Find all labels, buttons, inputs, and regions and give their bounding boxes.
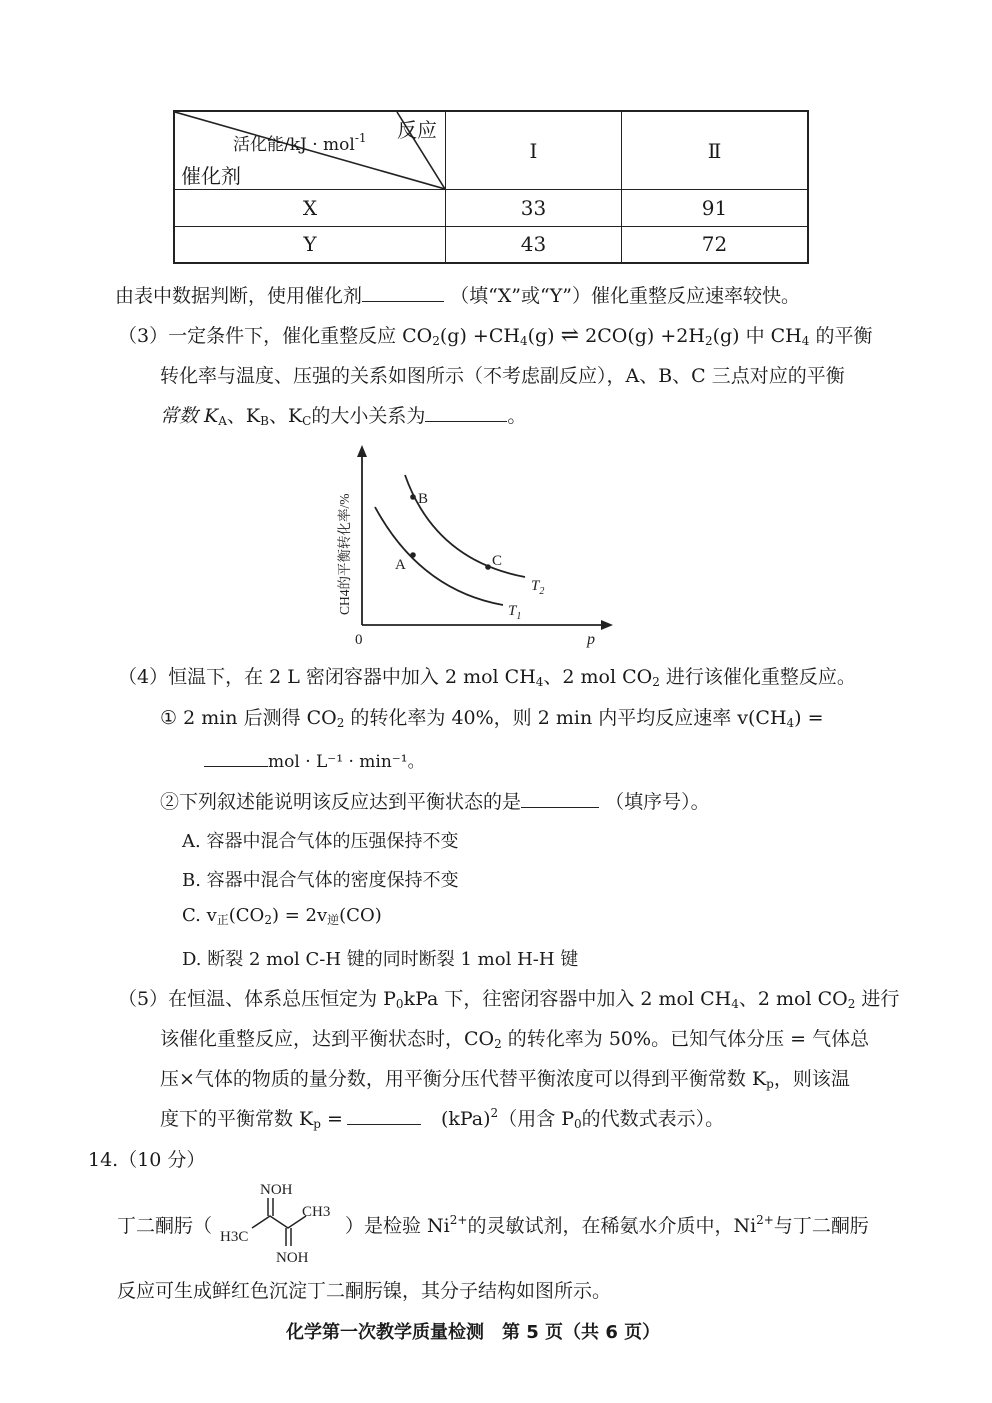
table-cell-catalyst: Y [174,227,446,263]
q5-line3: 压×气体的物质的量分数，用平衡分压代替平衡浓度可以得到平衡常数 Kp，则该温 [160,1068,850,1091]
carbon-chain [252,1216,306,1228]
q14-line1-start: 丁二酮肟（ [117,1215,213,1237]
table-cell-value: 33 [446,190,622,227]
q2-text-before: 由表中数据判断，使用催化剂 [115,285,363,307]
answer-blank[interactable] [425,403,507,422]
page-footer: 化学第一次教学质量检测 第 5 页（共 6 页） [286,1322,661,1343]
table-cell-value: 91 [622,190,809,227]
point-label-b: B [418,491,429,507]
q4-sub2: ②下列叙述能说明该反应达到平衡状态的是 （填序号）。 [160,791,710,813]
h3c-left-label: H3C [220,1229,249,1245]
q2-fill-line [115,281,800,308]
option-a: A. 容器中混合气体的压强保持不变 [182,831,459,852]
origin-label: 0 [355,632,363,648]
curve-t1 [375,507,503,605]
activation-energy-table [173,110,809,264]
point-label-a: A [395,557,406,573]
option-b: B. 容器中混合气体的密度保持不变 [182,870,459,891]
point-label-c: C [492,553,503,569]
table-row [174,227,808,263]
x-axis-label: p [587,631,595,648]
table-cell-value: 72 [622,227,809,263]
header-catalyst-label: 催化剂 [181,164,241,188]
x-axis-arrow-icon [601,620,613,630]
q2-text-after: （填“X”或“Y”）催化重整反应速率较快。 [450,285,800,307]
header-reaction-2: Ⅱ [622,111,809,190]
header-reaction-1: Ⅰ [446,111,622,190]
curve-label-t1: $T_1$ [508,603,522,622]
q4-sub1-line1: ① 2 min 后测得 CO2 的转化率为 40%，则 2 min 内平均反应速率 v(CH4) = [160,707,824,730]
dimethylglyoxime-structure [210,1176,345,1266]
point-b [410,494,416,500]
option-d: D. 断裂 2 mol C-H 键的同时断裂 1 mol H-H 键 [182,949,579,970]
table-header-diagonal-cell [174,111,446,190]
q3-line1: （3）一定条件下，催化重整反应 CO2(g) +CH4(g) ⇌ 2CO(g) +2H2(g) 中 CH4 的平衡 [118,323,873,348]
q3-line2: 转化率与温度、压强的关系如图所示（不考虑副反应），A、B、C 三点对应的平衡 [160,365,845,387]
answer-blank[interactable] [347,1106,421,1125]
answer-blank[interactable] [521,789,599,808]
q4-sub1-line2: mol · L⁻¹ · min⁻¹。 [204,747,425,772]
q5-line1: （5）在恒温、体系总压恒定为 P0kPa 下，往密闭容器中加入 2 mol CH4、2 mol CO2 进行 [118,988,900,1011]
y-axis-label: CH4的平衡转化率/% [337,493,352,615]
equilibrium-arrow-icon: ⇌ [560,323,580,348]
answer-blank[interactable] [204,748,268,767]
header-reaction-label: 反应 [397,118,437,142]
curve-label-t2: $T_2$ [531,578,545,597]
table-cell-catalyst: X [174,190,446,227]
noh-top-label: NOH [260,1182,293,1198]
q5-line4: 度下的平衡常数 Kp = (kPa)$^2$（用含 P0的代数式表示）。 [160,1106,725,1131]
ch3-right-label: CH3 [302,1204,331,1220]
q4-line1: （4）恒温下，在 2 L 密闭容器中加入 2 mol CH4、2 mol CO2 进行该催化重整反应。 [118,666,856,689]
q14-line2: 反应可生成鲜红色沉淀丁二酮肟镍，其分子结构如图所示。 [117,1280,612,1302]
header-activation-energy-label: 活化能/kJ · mol$^{-1}$ [233,131,367,155]
q14-line1-rest: ）是检验 $Ni^{2+}$的灵敏试剂，在稀氨水介质中，$Ni^{2+}$与丁二酮肟 [345,1213,869,1237]
point-a [410,552,416,558]
point-c [485,564,491,570]
q5-line2: 该催化重整反应，达到平衡状态时，CO2 的转化率为 50%。已知气体分压 = 气体总 [160,1028,870,1051]
table-cell-value: 43 [446,227,622,263]
y-axis-arrow-icon [357,445,367,457]
noh-bottom-label: NOH [276,1250,309,1266]
answer-blank[interactable] [362,283,444,302]
conversion-chart [325,445,625,655]
option-c: C. v正(CO2) = 2v逆(CO) [182,905,382,927]
table-row [174,190,808,227]
q3-line3: 常数 KA、KB、KC的大小关系为 。 [160,405,527,428]
q14-heading: 14.（10 分） [88,1149,206,1171]
